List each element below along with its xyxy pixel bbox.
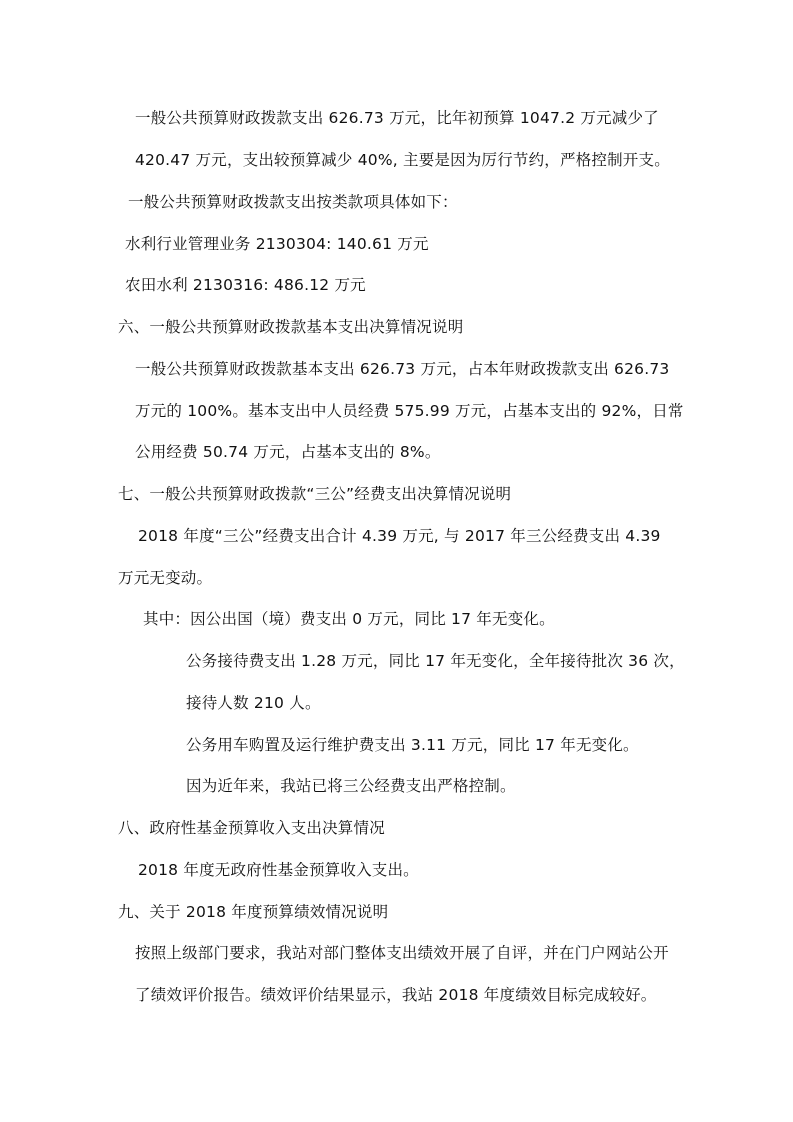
paragraph-line: 了绩效评价报告。绩效评价结果显示，我站 2018 年度绩效目标完成较好。	[135, 986, 657, 1004]
paragraph-line: 420.47 万元，支出较预算减少 40%, 主要是因为厉行节约，严格控制开支。	[135, 151, 670, 169]
paragraph-line: 公务接待费支出 1.28 万元，同比 17 年无变化，全年接待批次 36 次，	[186, 652, 685, 670]
paragraph-line: 公用经费 50.74 万元，占基本支出的 8%。	[135, 443, 441, 461]
paragraph-line: 公务用车购置及运行维护费支出 3.11 万元，同比 17 年无变化。	[186, 736, 639, 754]
paragraph-line: 农田水利 2130316: 486.12 万元	[125, 276, 366, 294]
paragraph-line: 接待人数 210 人。	[186, 694, 321, 712]
paragraph-line: 万元的 100%。基本支出中人员经费 575.99 万元，占基本支出的 92%，日常	[135, 402, 684, 420]
paragraph-line: 一般公共预算财政拨款基本支出 626.73 万元，占本年财政拨款支出 626.73	[135, 360, 670, 378]
paragraph-line: 其中：因公出国（境）费支出 0 万元，同比 17 年无变化。	[143, 610, 555, 628]
paragraph-line: 2018 年度无政府性基金预算收入支出。	[138, 861, 419, 879]
paragraph-line: 因为近年来，我站已将三公经费支出严格控制。	[186, 777, 516, 795]
section-heading: 八、政府性基金预算收入支出决算情况	[118, 819, 385, 837]
section-heading: 九、关于 2018 年度预算绩效情况说明	[118, 903, 389, 921]
paragraph-line: 一般公共预算财政拨款支出按类款项具体如下：	[128, 193, 458, 211]
section-heading: 六、一般公共预算财政拨款基本支出决算情况说明	[118, 318, 464, 336]
paragraph-line: 2018 年度“三公”经费支出合计 4.39 万元, 与 2017 年三公经费支出 4.39	[138, 527, 661, 545]
section-heading: 七、一般公共预算财政拨款“三公”经费支出决算情况说明	[118, 485, 512, 503]
paragraph-line: 万元无变动。	[118, 569, 213, 587]
paragraph-line: 一般公共预算财政拨款支出 626.73 万元，比年初预算 1047.2 万元减少了	[135, 109, 659, 127]
paragraph-line: 水利行业管理业务 2130304: 140.61 万元	[125, 235, 429, 253]
paragraph-line: 按照上级部门要求，我站对部门整体支出绩效开展了自评，并在门户网站公开	[135, 944, 669, 962]
